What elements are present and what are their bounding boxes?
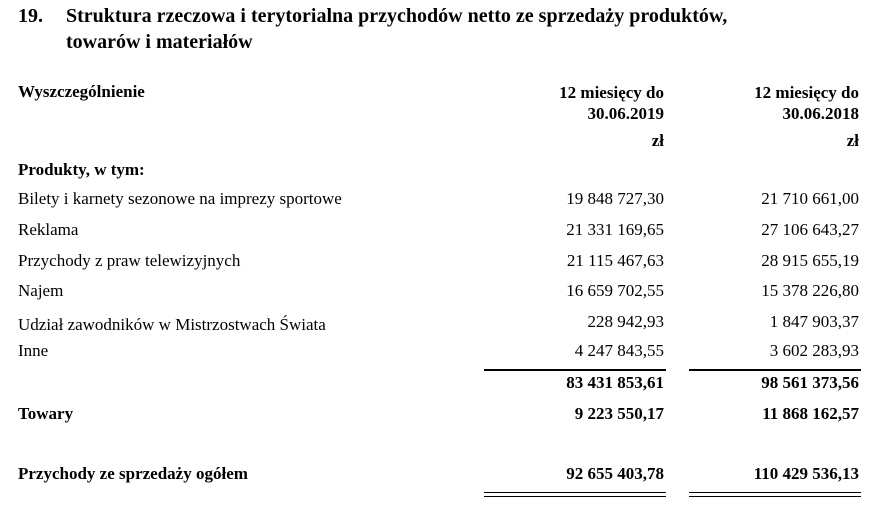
grand-total-2018: 110 429 536,13 xyxy=(753,464,859,483)
row-value-2019: 19 848 727,30 xyxy=(566,189,664,208)
row-label: Najem xyxy=(18,281,64,300)
products-total-2018: 98 561 373,56 xyxy=(761,373,859,392)
section-title-line2: towarów i materiałów xyxy=(66,31,253,53)
col-2018-header xyxy=(754,82,859,124)
unit-2018: zł xyxy=(846,131,859,150)
grand-total-double-rule-2019 xyxy=(484,492,666,497)
row-value-2018: 27 106 643,27 xyxy=(761,220,859,239)
goods-label: Towary xyxy=(18,404,74,423)
col-2019-header-line2: 30.06.2019 xyxy=(587,104,664,123)
subtotal-rule-2019 xyxy=(484,369,666,371)
grand-total-double-rule-2018 xyxy=(689,492,861,497)
row-value-2018: 15 378 226,80 xyxy=(761,281,859,300)
row-value-2018: 28 915 655,19 xyxy=(761,251,859,270)
col-2019-header xyxy=(559,82,664,124)
row-label: Udział zawodników w Mistrzostwach Świata xyxy=(18,315,326,334)
row-label: Bilety i karnety sezonowe na imprezy sportowe xyxy=(18,189,342,208)
row-label: Reklama xyxy=(18,220,79,239)
col-2018-header-line1: 12 miesięcy do xyxy=(754,83,859,102)
row-value-2019: 21 115 467,63 xyxy=(566,251,664,270)
unit-2019: zł xyxy=(651,131,664,150)
header-label: Wyszczególnienie xyxy=(18,82,145,101)
section-number: 19. xyxy=(18,5,43,27)
section-title-line1: Struktura rzeczowa i terytorialna przychodów netto ze sprzedaży produktów, xyxy=(66,5,728,27)
row-value-2019: 228 942,93 xyxy=(587,312,664,331)
section-title xyxy=(66,3,866,55)
row-value-2019: 21 331 169,65 xyxy=(566,220,664,239)
products-total-2019: 83 431 853,61 xyxy=(566,373,664,392)
row-value-2018: 1 847 903,37 xyxy=(769,312,859,331)
grand-total-2019: 92 655 403,78 xyxy=(566,464,664,483)
subtotal-rule-2018 xyxy=(689,369,861,371)
grand-total-label: Przychody ze sprzedaży ogółem xyxy=(18,464,248,483)
goods-2018: 11 868 162,57 xyxy=(762,404,859,423)
row-label: Przychody z praw telewizyjnych xyxy=(18,251,241,270)
row-value-2018: 3 602 283,93 xyxy=(769,341,859,360)
products-heading: Produkty, w tym: xyxy=(18,160,145,179)
row-label: Inne xyxy=(18,341,49,360)
row-value-2019: 4 247 843,55 xyxy=(574,341,664,360)
col-2018-header-line2: 30.06.2018 xyxy=(782,104,859,123)
row-value-2019: 16 659 702,55 xyxy=(566,281,664,300)
goods-2019: 9 223 550,17 xyxy=(574,404,664,423)
col-2019-header-line1: 12 miesięcy do xyxy=(559,83,664,102)
row-value-2018: 21 710 661,00 xyxy=(761,189,859,208)
